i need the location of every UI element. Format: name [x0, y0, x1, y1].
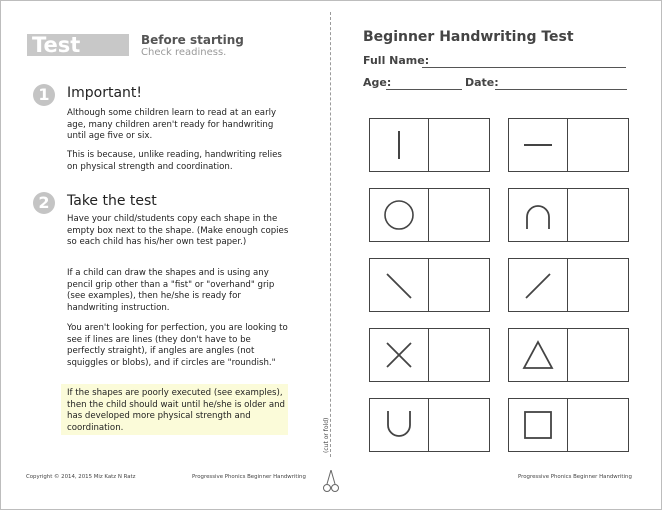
step-1-paragraph-1: Although some children learn to read at an early age, many children aren't ready for handwriting until age five or six.: [67, 108, 277, 142]
shape-box-arch: [508, 188, 629, 242]
test-tab-label: Test: [32, 33, 81, 57]
box-divider: [428, 329, 429, 381]
footer-title-right: Progressive Phonics Beginner Handwriting: [518, 474, 632, 480]
step-2-number: 2: [33, 192, 55, 214]
shape-box-triangle: [508, 328, 629, 382]
u-cup-icon: [370, 399, 428, 451]
age-line[interactable]: [386, 89, 462, 90]
step-1-number: 1: [33, 84, 55, 106]
full-name-line[interactable]: [422, 67, 626, 68]
box-divider: [567, 329, 568, 381]
cut-or-fold-label: (cut or fold): [323, 417, 330, 453]
slash-line-icon: [509, 259, 567, 311]
shape-box-u-cup: [369, 398, 490, 452]
arch-icon: [509, 189, 567, 241]
step-2-paragraph-2: If a child can draw the shapes and is using any pencil grip other than a "fist" or "overhand" grip (see examples), then he/she is ready for handwriting instruction.: [67, 268, 275, 313]
box-divider: [567, 259, 568, 311]
test-title: Beginner Handwriting Test: [363, 29, 574, 45]
box-divider: [428, 259, 429, 311]
step-2-heading: Take the test: [67, 193, 157, 209]
box-divider: [567, 119, 568, 171]
shape-box-horizontal-line: [508, 118, 629, 172]
box-divider: [567, 189, 568, 241]
test-tab: [27, 34, 129, 56]
footer-title-left: Progressive Phonics Beginner Handwriting: [192, 474, 306, 480]
box-divider: [567, 399, 568, 451]
date-label: Date:: [465, 76, 499, 89]
box-divider: [428, 399, 429, 451]
triangle-icon: [509, 329, 567, 381]
shape-box-backslash: [369, 258, 490, 312]
age-label: Age:: [363, 76, 392, 89]
footer-copyright: Copyright © 2014, 2015 Miz Katz N Ratz: [26, 474, 136, 480]
date-line[interactable]: [495, 89, 627, 90]
shape-box-x-cross: [369, 328, 490, 382]
shape-box-slash: [508, 258, 629, 312]
circle-icon: [370, 189, 428, 241]
vertical-line-icon: [370, 119, 428, 171]
step-1-paragraph-2: This is because, unlike reading, handwriting relies on physical strength and coordination.: [67, 150, 282, 172]
horizontal-line-icon: [509, 119, 567, 171]
box-divider: [428, 189, 429, 241]
shape-box-square: [508, 398, 629, 452]
full-name-label: Full Name:: [363, 54, 430, 67]
x-cross-icon: [370, 329, 428, 381]
shape-box-vertical-line: [369, 118, 490, 172]
step-2-paragraph-3: You aren't looking for perfection, you are looking to see if lines are lines (they don't have to be perfectly straight), if angles are angles (not squiggles or blobs), and if circles are "roundish.": [67, 323, 288, 368]
step-1-heading: Important!: [67, 85, 143, 101]
step-2-paragraph-4: If the shapes are poorly executed (see examples), then the child should wait until he/she is older and has developed more physical strength and coordination.: [67, 388, 285, 433]
square-icon: [509, 399, 567, 451]
cut-fold-line: [330, 12, 331, 457]
step-2-paragraph-1: Have your child/students copy each shape in the empty box next to the shape. (Make enough copies so each child has his/her own test paper.): [67, 214, 289, 248]
shape-box-circle: [369, 188, 490, 242]
scissors-icon: [322, 470, 340, 494]
before-starting-title: Before starting: [141, 33, 244, 47]
before-starting-subtitle: Check readiness.: [141, 47, 227, 58]
box-divider: [428, 119, 429, 171]
backslash-line-icon: [370, 259, 428, 311]
